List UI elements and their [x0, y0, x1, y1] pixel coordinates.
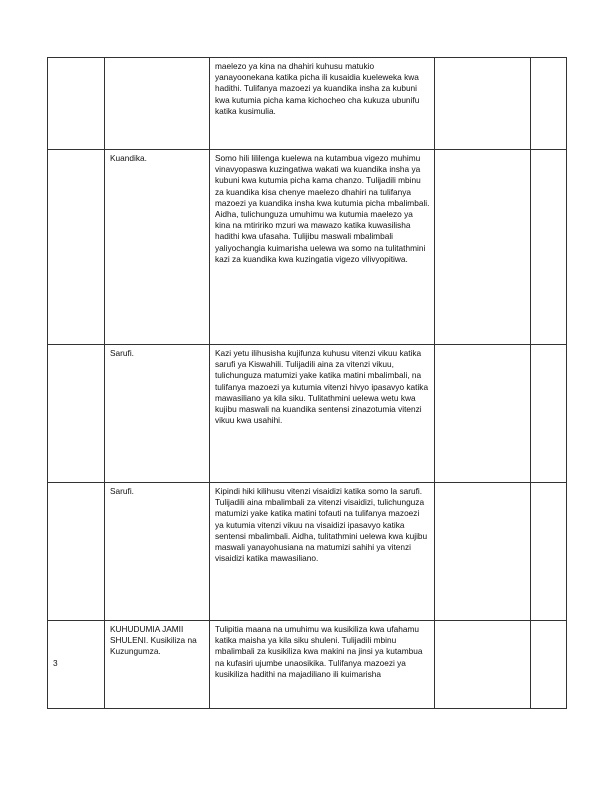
topic-cell: KUHUDUMIA JAMII SHULENI. Kusikiliza na Kuzungumza. — [105, 621, 210, 709]
topic-cell: Sarufi. — [105, 483, 210, 621]
empty-cell — [435, 621, 531, 709]
description-cell: Kipindi hiki kilihusu vitenzi visaidizi katika somo la sarufi. Tulijadili aina mbalimbali za vitenzi visaidizi, tulichunguza matumizi yake katika matini tofauti na tulifanya mazoezi ya kutumia vitenzi vikuu na visaidizi ipasavyo katika sentensi mbalimbali. Aidha, tulitathmini uelewa kwa kujibu maswali yanayohusiana na matumizi sahihi ya vitenzi visaidizi katika mawasiliano. — [210, 483, 435, 621]
description-cell: maelezo ya kina na dhahiri kuhusu matukio yanayoonekana katika picha ili kusaidia kueleweka kwa hadithi. Tulifanya mazoezi ya kuandika insha za kubuni kwa kutumia picha kama kichocheo cha kukuza ubunifu katika kusimulia. — [210, 58, 435, 150]
week-cell — [48, 345, 105, 483]
topic-cell — [105, 58, 210, 150]
empty-cell — [531, 150, 567, 345]
description-cell: Tulipitia maana na umuhimu wa kusikiliza kwa ufahamu katika maisha ya kila siku shuleni. Tulijadili mbinu mbalimbali za kusikiliza kwa makini na jinsi ya kutambua na kufasiri ujumbe unaosikika. Tulifanya mazoezi ya kusikiliza hadithi na majadiliano ili kuimarisha — [210, 621, 435, 709]
week-cell — [48, 150, 105, 345]
empty-cell — [531, 483, 567, 621]
description-cell: Kazi yetu ilihusisha kujifunza kuhusu vitenzi vikuu katika sarufi ya Kiswahili. Tulijadili aina za vitenzi vikuu, tulichunguza matumizi yake katika matini mbalimbali, na tulifanya mazoezi ya kutumia vitenzi hivyo ipasavyo katika mawasiliano ya kila siku. Tulitathmini uelewa wetu kwa kujibu maswali na kuandika sentensi zinazotumia vitenzi vikuu kwa usahihi. — [210, 345, 435, 483]
empty-cell — [435, 483, 531, 621]
empty-cell — [435, 58, 531, 150]
description-cell: Somo hili lililenga kuelewa na kutambua vigezo muhimu vinavyopaswa kuzingatiwa wakati wa kuandika insha ya kubuni kwa kutumia picha kama chanzo. Tulijadili mbinu za kuandika kisa chenye maelezo dhahiri na tulifanya mazoezi ya kuandika insha kwa kutumia picha mbalimbali. Aidha, tulichunguza umuhimu wa kutumia maelezo ya kina na mtiririko mzuri wa mawazo katika kuwasilisha hadithi kwa ufasaha. Tulijibu maswali mbalimbali yaliyochangia kuimarisha uelewa wa somo na tulitathmini kazi za kuandika kwa kuzingatia vigezo vilivyopitiwa. — [210, 150, 435, 345]
empty-cell — [531, 621, 567, 709]
topic-cell: Sarufi. — [105, 345, 210, 483]
week-cell: 3 — [48, 621, 105, 709]
empty-cell — [435, 345, 531, 483]
empty-cell — [531, 58, 567, 150]
table-row — [48, 345, 567, 483]
table-row — [48, 483, 567, 621]
table-row — [48, 58, 567, 150]
empty-cell — [531, 345, 567, 483]
week-cell — [48, 58, 105, 150]
lesson-plan-table — [47, 57, 567, 709]
week-cell — [48, 483, 105, 621]
table-row — [48, 621, 567, 709]
empty-cell — [435, 150, 531, 345]
topic-cell: Kuandika. — [105, 150, 210, 345]
table-row — [48, 150, 567, 345]
